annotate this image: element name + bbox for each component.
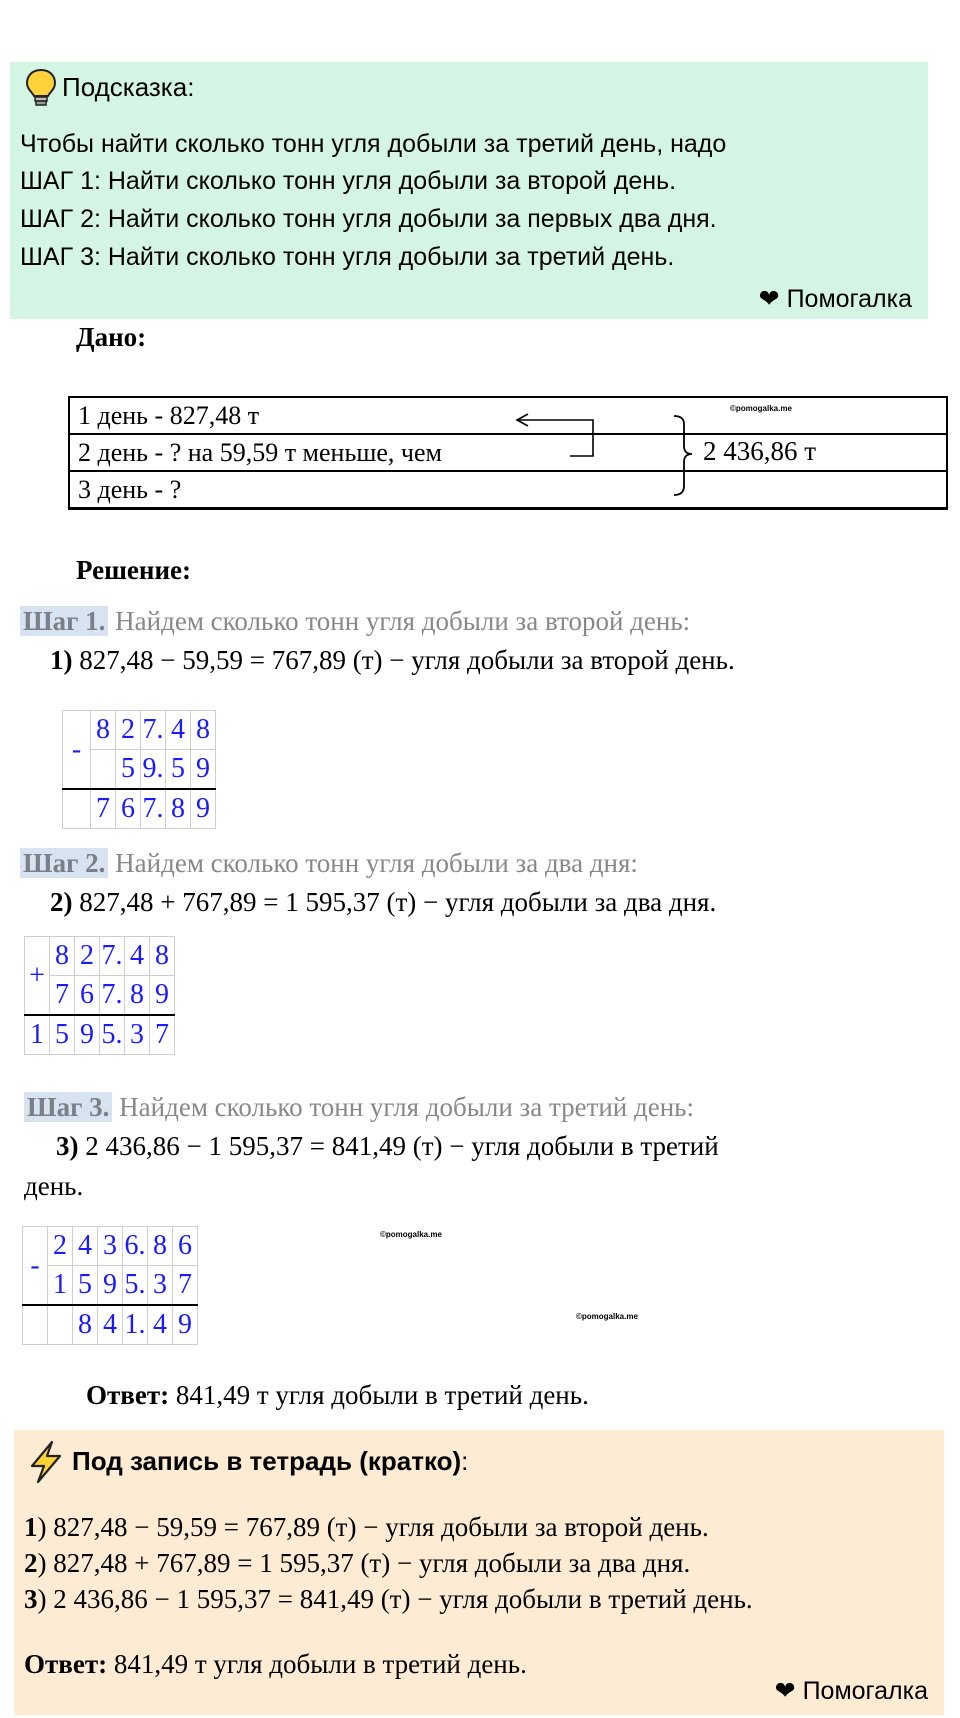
hint-step-label: ШАГ 2: xyxy=(20,205,101,233)
note-line-text: ) 827,48 − 59,59 = 767,89 (т) − угля добыли за второй день. xyxy=(37,1512,709,1542)
digit-cell: 9 xyxy=(75,1015,100,1055)
given-row-text: 2 день - ? на 59,59 т меньше, чем xyxy=(78,438,442,467)
digit-cell: 6 xyxy=(116,789,141,829)
digit-cell: 7. xyxy=(141,789,166,829)
digit-cell: 5 xyxy=(116,750,141,790)
column-subtraction-1 xyxy=(62,710,216,829)
digit-cell: 7 xyxy=(150,1015,175,1055)
heart-icon: ❤ xyxy=(774,1677,796,1705)
digit-cell: 5 xyxy=(166,750,191,790)
lightning-icon xyxy=(26,1440,66,1484)
hint-step-1 xyxy=(20,167,676,196)
digit-cell: 1 xyxy=(48,1266,73,1306)
digit-cell: 9 xyxy=(191,789,216,829)
given-row-text: 1 день - 827,48 т xyxy=(78,401,260,430)
digit-cell: 7 xyxy=(173,1266,198,1306)
step-2-equation xyxy=(50,887,716,918)
step-3-label xyxy=(24,1092,694,1123)
digit-cell: 2 xyxy=(48,1227,73,1266)
step-text: Найдем сколько тонн угля добыли за два дня: xyxy=(108,848,638,878)
equation-text: 2 436,86 − 1 595,37 = 841,49 (т) − угля добыли в третий xyxy=(78,1131,719,1161)
step-text: Найдем сколько тонн угля добыли за третий день: xyxy=(112,1092,694,1122)
solution-heading: Решение: xyxy=(76,555,191,585)
notebook-title-tail: : xyxy=(461,1446,469,1476)
digit-cell: 4 xyxy=(73,1227,98,1266)
hint-step-label: ШАГ 1 xyxy=(20,167,94,195)
notebook-title xyxy=(72,1446,468,1477)
digit-cell: 1 xyxy=(25,1015,50,1055)
hint-step-text: Найти сколько тонн угля добыли за третий день. xyxy=(100,243,675,271)
digit-cell: 9 xyxy=(150,976,175,1016)
note-line-number: 3 xyxy=(24,1584,38,1614)
given-table xyxy=(68,396,948,510)
step-tag: Шаг 2. xyxy=(20,848,108,878)
answer-label: Ответ: xyxy=(86,1380,170,1410)
digit-cell: 4 xyxy=(98,1305,123,1345)
digit-cell: 8 xyxy=(150,937,175,976)
digit-cell: 5 xyxy=(73,1266,98,1306)
digit-cell: 6. xyxy=(123,1227,148,1266)
notebook-title-bold: Под запись в тетрадь (кратко) xyxy=(72,1446,462,1476)
digit-cell: 8 xyxy=(50,937,75,976)
note-line-text: ) 2 436,86 − 1 595,37 = 841,49 (т) − угля добыли в третий день. xyxy=(37,1584,753,1614)
digit-cell: 6 xyxy=(75,976,100,1016)
watermark: ©pomogalka.me xyxy=(576,1312,638,1321)
answer-label: Ответ: xyxy=(24,1649,108,1679)
step-tag: Шаг 3. xyxy=(24,1092,112,1122)
digit-cell xyxy=(63,789,91,829)
note-line xyxy=(24,1512,709,1543)
operator-sign: - xyxy=(23,1227,48,1306)
hint-title: Подсказка: xyxy=(62,72,195,102)
answer xyxy=(86,1380,589,1411)
step-number: 1) xyxy=(50,645,73,675)
hint-brand xyxy=(759,284,912,314)
digit-cell: 8 xyxy=(148,1227,173,1266)
digit-cell: 2 xyxy=(116,711,141,750)
digit-cell: 6 xyxy=(173,1227,198,1266)
digit-cell: 7. xyxy=(100,937,125,976)
digit-cell: 1. xyxy=(123,1305,148,1345)
digit-cell xyxy=(23,1305,48,1345)
digit-cell: 8 xyxy=(91,711,116,750)
note-line-number: 1 xyxy=(24,1512,38,1542)
hint-box xyxy=(10,62,928,319)
note-brand xyxy=(775,1676,928,1706)
digit-cell: 7. xyxy=(100,976,125,1016)
digit-cell: 8 xyxy=(166,789,191,829)
column-addition-2 xyxy=(24,936,175,1055)
digit-cell: 9 xyxy=(191,750,216,790)
step-number: 2) xyxy=(50,887,73,917)
equation-text: 827,48 + 767,89 = 1 595,37 (т) − угля добыли за два дня. xyxy=(72,887,717,917)
answer-text: 841,49 т угля добыли в третий день. xyxy=(169,1380,589,1410)
digit-cell: 8 xyxy=(125,976,150,1016)
step-number: 3) xyxy=(56,1131,79,1161)
notebook-box xyxy=(14,1430,944,1715)
step-tag: Шаг 1. xyxy=(20,606,108,636)
digit-cell: 4 xyxy=(166,711,191,750)
lightbulb-icon xyxy=(24,68,58,108)
step-3-equation-cont: день. xyxy=(24,1171,84,1201)
answer-text: 841,49 т угля добыли в третий день. xyxy=(107,1649,527,1679)
digit-cell: 7. xyxy=(141,711,166,750)
digit-cell: 9 xyxy=(173,1305,198,1345)
note-line xyxy=(24,1548,690,1579)
digit-cell: 3 xyxy=(148,1266,173,1306)
hint-step-2 xyxy=(20,205,717,234)
note-line-text: ) 827,48 + 767,89 = 1 595,37 (т) − угля добыли за два дня. xyxy=(37,1548,691,1578)
hint-intro: Чтобы найти сколько тонн угля добыли за третий день, надо xyxy=(20,130,727,158)
digit-cell xyxy=(91,750,116,790)
digit-cell: 5. xyxy=(100,1015,125,1055)
brand-label: Помогалка xyxy=(802,1677,928,1705)
watermark: ©pomogalka.me xyxy=(730,404,792,413)
watermark: ©pomogalka.me xyxy=(380,1230,442,1239)
digit-cell: 7 xyxy=(91,789,116,829)
digit-cell: 5. xyxy=(123,1266,148,1306)
digit-cell: 4 xyxy=(148,1305,173,1345)
note-line xyxy=(24,1584,753,1615)
brand-label: Помогалка xyxy=(786,285,912,313)
hint-step-3 xyxy=(20,243,674,272)
note-answer xyxy=(24,1649,527,1680)
step-1-label xyxy=(20,606,690,637)
digit-cell: 8 xyxy=(73,1305,98,1345)
digit-cell: 9. xyxy=(141,750,166,790)
step-2-label xyxy=(20,848,638,879)
digit-cell: 5 xyxy=(50,1015,75,1055)
digit-cell: 9 xyxy=(98,1266,123,1306)
given-sum: 2 436,86 т xyxy=(703,436,817,466)
column-subtraction-3 xyxy=(22,1226,198,1345)
step-3-equation xyxy=(56,1131,719,1162)
digit-cell: 7 xyxy=(50,976,75,1016)
digit-cell: 2 xyxy=(75,937,100,976)
operator-sign: + xyxy=(25,937,50,1016)
digit-cell: 4 xyxy=(125,937,150,976)
heart-icon: ❤ xyxy=(758,285,780,313)
digit-cell xyxy=(48,1305,73,1345)
given-row-text: 3 день - ? xyxy=(78,475,182,504)
given-heading: Дано: xyxy=(76,322,147,352)
equation-text: 827,48 − 59,59 = 767,89 (т) − угля добыли за второй день. xyxy=(72,645,735,675)
hint-step-text: Найти сколько тонн угля добыли за первых два дня. xyxy=(100,205,717,233)
step-1-equation xyxy=(50,645,735,676)
step-text: Найдем сколько тонн угля добыли за второй день: xyxy=(108,606,691,636)
digit-cell: 3 xyxy=(98,1227,123,1266)
note-line-number: 2 xyxy=(24,1548,38,1578)
hint-step-text: : Найти сколько тонн угля добыли за второй день. xyxy=(93,167,677,195)
operator-sign: - xyxy=(63,711,91,790)
digit-cell: 8 xyxy=(191,711,216,750)
digit-cell: 3 xyxy=(125,1015,150,1055)
hint-step-label: ШАГ 3: xyxy=(20,243,101,271)
